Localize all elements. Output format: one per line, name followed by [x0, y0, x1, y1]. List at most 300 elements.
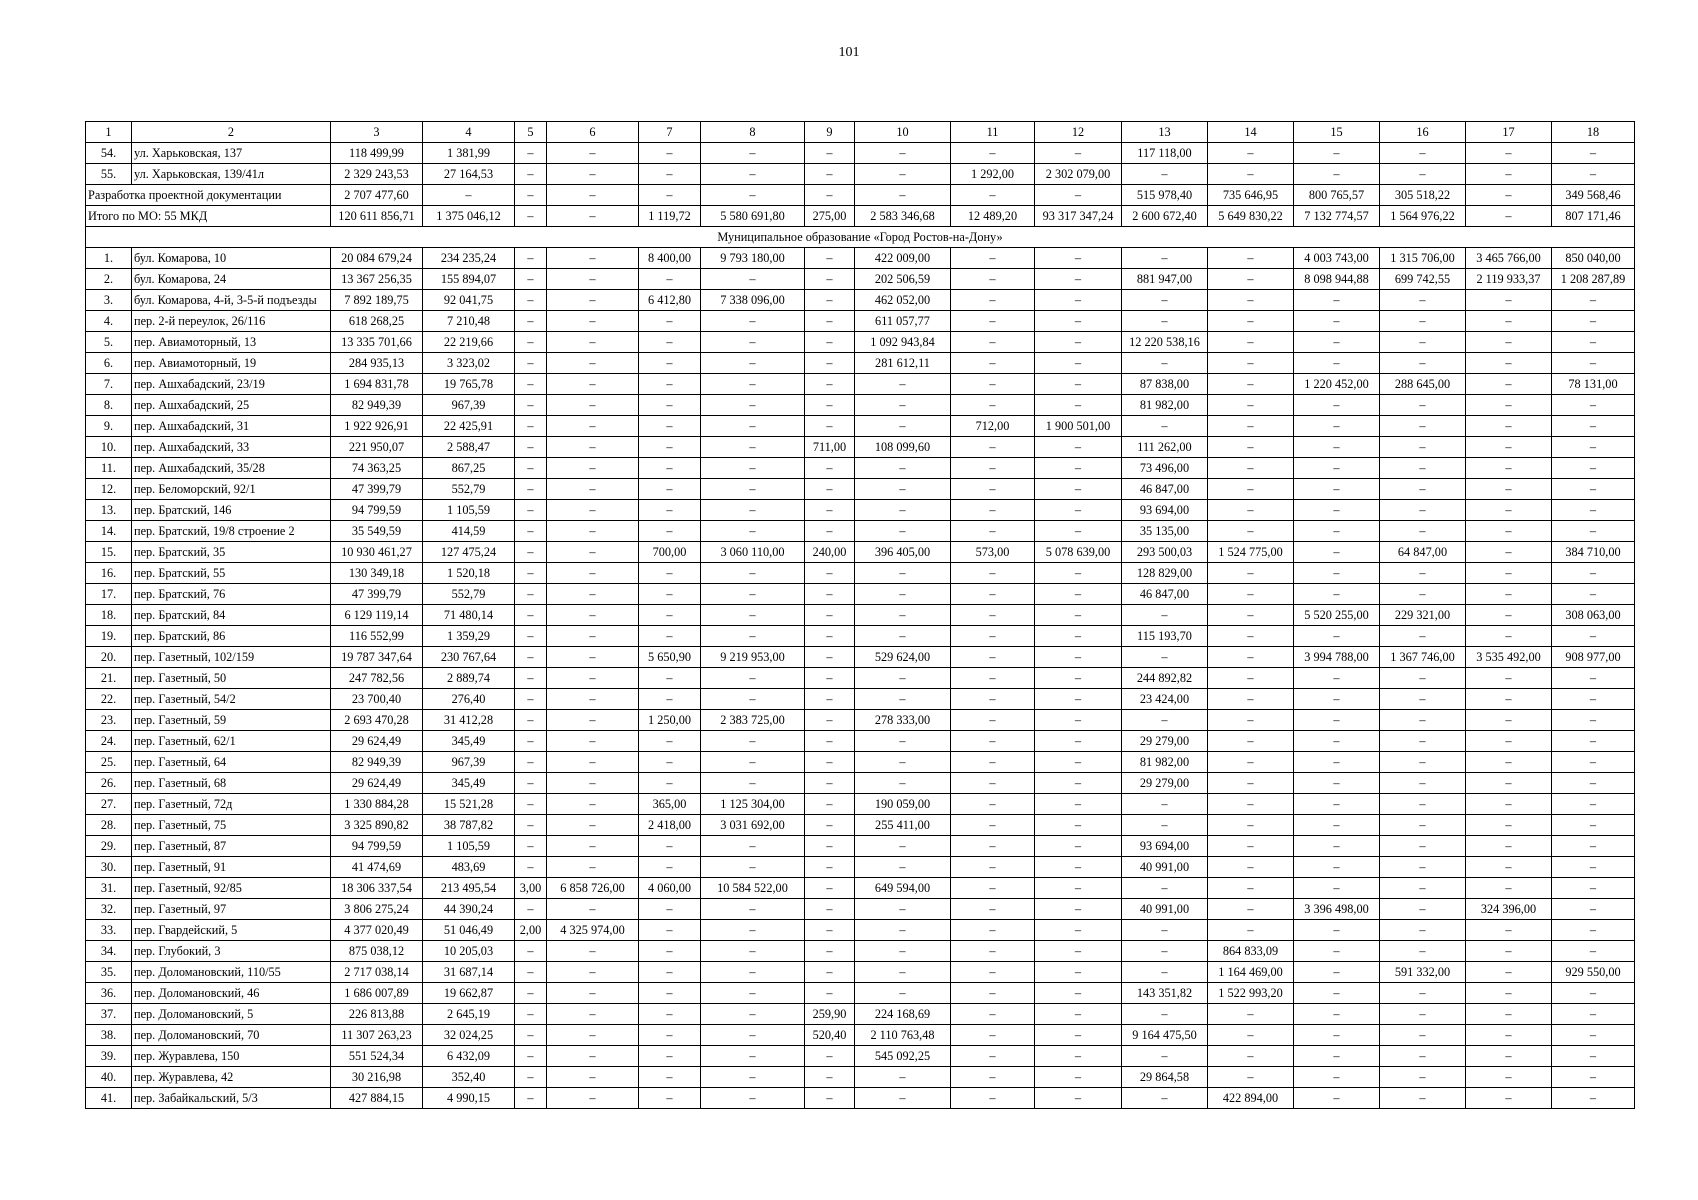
amount-cell: 38 787,82	[423, 815, 515, 836]
address-cell: пер. Беломорский, 92/1	[132, 479, 331, 500]
amount-cell: –	[639, 269, 701, 290]
amount-cell: –	[547, 857, 639, 878]
address-cell: бул. Комарова, 10	[132, 248, 331, 269]
address-cell: ул. Харьковская, 137	[132, 143, 331, 164]
table-row	[86, 773, 1635, 794]
address-cell: пер. Газетный, 62/1	[132, 731, 331, 752]
amount-cell: –	[805, 626, 855, 647]
amount-cell: –	[639, 437, 701, 458]
amount-cell: –	[1466, 878, 1552, 899]
amount-cell: 545 092,25	[855, 1046, 951, 1067]
table-row	[86, 941, 1635, 962]
amount-cell: –	[701, 479, 805, 500]
amount-cell: –	[1294, 836, 1380, 857]
amount-cell: –	[1294, 857, 1380, 878]
amount-cell: –	[701, 689, 805, 710]
amount-cell: –	[1466, 500, 1552, 521]
amount-cell: –	[1122, 647, 1208, 668]
amount-cell: –	[701, 458, 805, 479]
amount-cell: –	[515, 710, 547, 731]
amount-cell: 3 031 692,00	[701, 815, 805, 836]
amount-cell: –	[855, 773, 951, 794]
amount-cell: 1 522 993,20	[1208, 983, 1294, 1004]
amount-cell: –	[1035, 521, 1122, 542]
amount-cell: –	[1380, 290, 1466, 311]
amount-cell: –	[1380, 1067, 1466, 1088]
amount-cell: –	[515, 983, 547, 1004]
amount-cell: 967,39	[423, 395, 515, 416]
amount-cell: 117 118,00	[1122, 143, 1208, 164]
amount-cell: –	[855, 479, 951, 500]
amount-cell: –	[805, 1088, 855, 1109]
amount-cell: –	[1294, 920, 1380, 941]
amount-cell: –	[1208, 395, 1294, 416]
amount-cell: –	[1466, 332, 1552, 353]
amount-cell: 244 892,82	[1122, 668, 1208, 689]
address-cell: пер. Глубокий, 3	[132, 941, 331, 962]
amount-cell: 78 131,00	[1552, 374, 1635, 395]
amount-cell: 7 338 096,00	[701, 290, 805, 311]
amount-cell: 22 219,66	[423, 332, 515, 353]
amount-cell: –	[1294, 164, 1380, 185]
amount-cell: –	[805, 374, 855, 395]
address-cell: пер. Ашхабадский, 33	[132, 437, 331, 458]
amount-cell: –	[1380, 773, 1466, 794]
row-number-cell: 34.	[86, 941, 132, 962]
table-row	[86, 563, 1635, 584]
amount-cell: 1 900 501,00	[1035, 416, 1122, 437]
row-number-cell: 40.	[86, 1067, 132, 1088]
amount-cell: –	[701, 395, 805, 416]
table-row	[86, 836, 1635, 857]
column-number-header-row	[86, 122, 1635, 143]
amount-cell: –	[547, 269, 639, 290]
amount-cell: 47 399,79	[331, 479, 423, 500]
summary-cell: 800 765,57	[1294, 185, 1380, 206]
amount-cell: –	[951, 857, 1035, 878]
amount-cell: –	[951, 794, 1035, 815]
column-number-header: 16	[1380, 122, 1466, 143]
address-cell: пер. Братский, 19/8 строение 2	[132, 521, 331, 542]
amount-cell: –	[1294, 983, 1380, 1004]
amount-cell: 2 588,47	[423, 437, 515, 458]
amount-cell: 345,49	[423, 731, 515, 752]
summary-cell: 2 707 477,60	[331, 185, 423, 206]
amount-cell: –	[1466, 605, 1552, 626]
table-row	[86, 710, 1635, 731]
amount-cell: –	[1466, 941, 1552, 962]
row-number-cell: 38.	[86, 1025, 132, 1046]
amount-cell: 127 475,24	[423, 542, 515, 563]
row-number-cell: 8.	[86, 395, 132, 416]
table-row	[86, 521, 1635, 542]
summary-label: Итого по МО: 55 МКД	[86, 206, 331, 227]
amount-cell: 27 164,53	[423, 164, 515, 185]
amount-cell: –	[855, 920, 951, 941]
amount-cell: –	[1380, 1025, 1466, 1046]
amount-cell: –	[1208, 290, 1294, 311]
amount-cell: –	[639, 605, 701, 626]
amount-cell: –	[701, 857, 805, 878]
amount-cell: –	[951, 1088, 1035, 1109]
amount-cell: –	[1035, 836, 1122, 857]
amount-cell: –	[855, 857, 951, 878]
amount-cell: 94 799,59	[331, 836, 423, 857]
amount-cell: –	[639, 1025, 701, 1046]
amount-cell: –	[1122, 311, 1208, 332]
row-number-cell: 12.	[86, 479, 132, 500]
amount-cell: 867,25	[423, 458, 515, 479]
municipality-section-title: Муниципальное образование «Город Ростов-на-Дону»	[86, 227, 1635, 248]
amount-cell: 13 335 701,66	[331, 332, 423, 353]
amount-cell: 618 268,25	[331, 311, 423, 332]
amount-cell: –	[1035, 710, 1122, 731]
amount-cell: –	[547, 164, 639, 185]
amount-cell: –	[951, 395, 1035, 416]
summary-cell: 1 564 976,22	[1380, 206, 1466, 227]
amount-cell: 40 991,00	[1122, 899, 1208, 920]
address-cell: пер. Газетный, 75	[132, 815, 331, 836]
amount-cell: –	[515, 563, 547, 584]
address-cell: пер. Братский, 76	[132, 584, 331, 605]
amount-cell: 2 119 933,37	[1466, 269, 1552, 290]
amount-cell: 462 052,00	[855, 290, 951, 311]
amount-cell: –	[639, 164, 701, 185]
column-number-header: 7	[639, 122, 701, 143]
amount-cell: 881 947,00	[1122, 269, 1208, 290]
amount-cell: –	[1208, 521, 1294, 542]
row-number-cell: 6.	[86, 353, 132, 374]
amount-cell: 552,79	[423, 479, 515, 500]
amount-cell: –	[1035, 773, 1122, 794]
row-number-cell: 19.	[86, 626, 132, 647]
amount-cell: –	[1380, 143, 1466, 164]
amount-cell: –	[1466, 521, 1552, 542]
amount-cell: 427 884,15	[331, 1088, 423, 1109]
address-cell: пер. Журавлева, 42	[132, 1067, 331, 1088]
amount-cell: –	[515, 248, 547, 269]
amount-cell: –	[1035, 269, 1122, 290]
amount-cell: –	[1294, 1067, 1380, 1088]
amount-cell: –	[547, 626, 639, 647]
amount-cell: 5 520 255,00	[1294, 605, 1380, 626]
amount-cell: –	[639, 899, 701, 920]
municipality-section-row	[86, 227, 1635, 248]
amount-cell: –	[639, 983, 701, 1004]
amount-cell: –	[639, 1046, 701, 1067]
amount-cell: –	[951, 626, 1035, 647]
amount-cell: 700,00	[639, 542, 701, 563]
amount-cell: –	[1208, 836, 1294, 857]
amount-cell: –	[1294, 710, 1380, 731]
amount-cell: 1 164 469,00	[1208, 962, 1294, 983]
amount-cell: –	[1380, 332, 1466, 353]
amount-cell: –	[951, 353, 1035, 374]
amount-cell: 5 650,90	[639, 647, 701, 668]
amount-cell: 9 164 475,50	[1122, 1025, 1208, 1046]
amount-cell: –	[805, 983, 855, 1004]
amount-cell: –	[1035, 731, 1122, 752]
amount-cell: 234 235,24	[423, 248, 515, 269]
table-row	[86, 395, 1635, 416]
amount-cell: 19 787 347,64	[331, 647, 423, 668]
amount-cell: –	[515, 899, 547, 920]
amount-cell: –	[701, 731, 805, 752]
amount-cell: –	[1294, 437, 1380, 458]
amount-cell: 4 377 020,49	[331, 920, 423, 941]
amount-cell: –	[639, 773, 701, 794]
amount-cell: –	[1552, 1088, 1635, 1109]
amount-cell: 81 982,00	[1122, 752, 1208, 773]
amount-cell: –	[1035, 311, 1122, 332]
amount-cell: 12 220 538,16	[1122, 332, 1208, 353]
amount-cell: –	[701, 1067, 805, 1088]
amount-cell: –	[639, 752, 701, 773]
amount-cell: –	[1208, 899, 1294, 920]
amount-cell: –	[1466, 458, 1552, 479]
column-number-header: 13	[1122, 122, 1208, 143]
amount-cell: –	[1552, 479, 1635, 500]
amount-cell: –	[1552, 899, 1635, 920]
amount-cell: –	[1466, 353, 1552, 374]
table-row	[86, 1046, 1635, 1067]
amount-cell: 29 624,49	[331, 773, 423, 794]
amount-cell: 15 521,28	[423, 794, 515, 815]
address-cell: пер. 2-й переулок, 26/116	[132, 311, 331, 332]
amount-cell: –	[1552, 143, 1635, 164]
table-row	[86, 878, 1635, 899]
amount-cell: –	[855, 731, 951, 752]
summary-cell: –	[1466, 206, 1552, 227]
amount-cell: 247 782,56	[331, 668, 423, 689]
amount-cell: –	[805, 647, 855, 668]
amount-cell: 8 400,00	[639, 248, 701, 269]
amount-cell: –	[1035, 794, 1122, 815]
amount-cell: –	[1208, 626, 1294, 647]
amount-cell: –	[1466, 836, 1552, 857]
row-number-cell: 15.	[86, 542, 132, 563]
amount-cell: –	[547, 899, 639, 920]
amount-cell: 529 624,00	[855, 647, 951, 668]
amount-cell: 23 424,00	[1122, 689, 1208, 710]
amount-cell: 255 411,00	[855, 815, 951, 836]
amount-cell: –	[515, 1025, 547, 1046]
amount-cell: –	[951, 752, 1035, 773]
amount-cell: 3 465 766,00	[1466, 248, 1552, 269]
amount-cell: –	[951, 584, 1035, 605]
amount-cell: –	[1466, 752, 1552, 773]
address-cell: пер. Гвардейский, 5	[132, 920, 331, 941]
amount-cell: 711,00	[805, 437, 855, 458]
amount-cell: –	[1208, 689, 1294, 710]
amount-cell: –	[1466, 1067, 1552, 1088]
amount-cell: 30 216,98	[331, 1067, 423, 1088]
column-number-header: 5	[515, 122, 547, 143]
amount-cell: –	[515, 815, 547, 836]
amount-cell: –	[515, 605, 547, 626]
amount-cell: 1 922 926,91	[331, 416, 423, 437]
address-cell: пер. Доломановский, 70	[132, 1025, 331, 1046]
amount-cell: –	[1294, 584, 1380, 605]
amount-cell: 1 367 746,00	[1380, 647, 1466, 668]
amount-cell: –	[1552, 584, 1635, 605]
amount-cell: –	[951, 731, 1035, 752]
amount-cell: –	[805, 164, 855, 185]
amount-cell: –	[805, 479, 855, 500]
amount-cell: 41 474,69	[331, 857, 423, 878]
amount-cell: –	[1035, 458, 1122, 479]
amount-cell: –	[639, 521, 701, 542]
amount-cell: 1 092 943,84	[855, 332, 951, 353]
column-number-header: 6	[547, 122, 639, 143]
amount-cell: 32 024,25	[423, 1025, 515, 1046]
amount-cell: –	[951, 815, 1035, 836]
amount-cell: 10 930 461,27	[331, 542, 423, 563]
amount-cell: –	[805, 689, 855, 710]
amount-cell: 2 329 243,53	[331, 164, 423, 185]
amount-cell: 31 687,14	[423, 962, 515, 983]
amount-cell: –	[1035, 941, 1122, 962]
amount-cell: 143 351,82	[1122, 983, 1208, 1004]
amount-cell: –	[1294, 458, 1380, 479]
amount-cell: –	[951, 269, 1035, 290]
amount-cell: 365,00	[639, 794, 701, 815]
address-cell: пер. Ашхабадский, 25	[132, 395, 331, 416]
amount-cell: 6 412,80	[639, 290, 701, 311]
summary-cell: 7 132 774,57	[1294, 206, 1380, 227]
amount-cell: –	[951, 1067, 1035, 1088]
amount-cell: –	[805, 521, 855, 542]
amount-cell: –	[639, 143, 701, 164]
amount-cell: –	[639, 479, 701, 500]
amount-cell: –	[515, 773, 547, 794]
amount-cell: –	[1035, 332, 1122, 353]
amount-cell: –	[805, 857, 855, 878]
amount-cell: –	[1552, 920, 1635, 941]
amount-cell: –	[1466, 815, 1552, 836]
amount-cell: 82 949,39	[331, 395, 423, 416]
table-row	[86, 752, 1635, 773]
amount-cell: 9 793 180,00	[701, 248, 805, 269]
amount-cell: –	[515, 164, 547, 185]
amount-cell: –	[805, 290, 855, 311]
amount-cell: 3 060 110,00	[701, 542, 805, 563]
amount-cell: –	[547, 500, 639, 521]
address-cell: пер. Братский, 146	[132, 500, 331, 521]
amount-cell: –	[951, 437, 1035, 458]
amount-cell: –	[639, 395, 701, 416]
row-number-cell: 3.	[86, 290, 132, 311]
amount-cell: 13 367 256,35	[331, 269, 423, 290]
amount-cell: 74 363,25	[331, 458, 423, 479]
amount-cell: –	[1466, 311, 1552, 332]
row-number-cell: 29.	[86, 836, 132, 857]
amount-cell: 213 495,54	[423, 878, 515, 899]
amount-cell: –	[515, 479, 547, 500]
amount-cell: –	[1208, 248, 1294, 269]
amount-cell: 29 624,49	[331, 731, 423, 752]
amount-cell: 2 717 038,14	[331, 962, 423, 983]
address-cell: пер. Ашхабадский, 31	[132, 416, 331, 437]
table-row	[86, 542, 1635, 563]
column-number-header: 15	[1294, 122, 1380, 143]
amount-cell: –	[1294, 521, 1380, 542]
amount-cell: –	[1294, 815, 1380, 836]
amount-cell: 4 060,00	[639, 878, 701, 899]
amount-cell: –	[701, 1004, 805, 1025]
amount-cell: –	[547, 1046, 639, 1067]
amount-cell: –	[1466, 920, 1552, 941]
amount-cell: –	[547, 941, 639, 962]
amount-cell: –	[639, 941, 701, 962]
amount-cell: –	[805, 794, 855, 815]
amount-cell: –	[855, 164, 951, 185]
amount-cell: –	[1035, 353, 1122, 374]
address-cell: пер. Братский, 86	[132, 626, 331, 647]
amount-cell: –	[1466, 143, 1552, 164]
amount-cell: –	[1466, 710, 1552, 731]
table-row	[86, 983, 1635, 1004]
amount-cell: –	[1294, 1025, 1380, 1046]
amount-cell: –	[1122, 1088, 1208, 1109]
amount-cell: 202 506,59	[855, 269, 951, 290]
summary-label: Разработка проектной документации	[86, 185, 331, 206]
amount-cell: –	[1208, 584, 1294, 605]
amount-cell: –	[547, 311, 639, 332]
table-row	[86, 731, 1635, 752]
amount-cell: –	[951, 962, 1035, 983]
amount-cell: –	[1122, 164, 1208, 185]
amount-cell: –	[1294, 290, 1380, 311]
amount-cell: 6 129 119,14	[331, 605, 423, 626]
amount-cell: –	[1208, 773, 1294, 794]
amount-cell: –	[1035, 605, 1122, 626]
amount-cell: –	[855, 584, 951, 605]
amount-cell: –	[951, 311, 1035, 332]
amount-cell: –	[1380, 437, 1466, 458]
page-number: 101	[838, 45, 860, 60]
amount-cell: –	[1466, 794, 1552, 815]
amount-cell: 1 330 884,28	[331, 794, 423, 815]
address-cell: пер. Газетный, 59	[132, 710, 331, 731]
table-row	[86, 626, 1635, 647]
row-number-cell: 33.	[86, 920, 132, 941]
amount-cell: 2 693 470,28	[331, 710, 423, 731]
amount-cell: –	[1035, 374, 1122, 395]
amount-cell: –	[855, 605, 951, 626]
amount-cell: 308 063,00	[1552, 605, 1635, 626]
summary-cell: –	[547, 206, 639, 227]
amount-cell: –	[701, 773, 805, 794]
amount-cell: –	[1208, 164, 1294, 185]
amount-cell: –	[701, 269, 805, 290]
amount-cell: 967,39	[423, 752, 515, 773]
summary-cell: –	[951, 185, 1035, 206]
amount-cell: 414,59	[423, 521, 515, 542]
amount-cell: –	[805, 668, 855, 689]
amount-cell: 875 038,12	[331, 941, 423, 962]
amount-cell: –	[805, 731, 855, 752]
amount-cell: –	[1294, 794, 1380, 815]
amount-cell: –	[951, 878, 1035, 899]
amount-cell: –	[1294, 668, 1380, 689]
summary-cell: 275,00	[805, 206, 855, 227]
amount-cell: –	[1380, 1046, 1466, 1067]
amount-cell: –	[1294, 752, 1380, 773]
amount-cell: –	[951, 563, 1035, 584]
amount-cell: –	[1552, 416, 1635, 437]
amount-cell: –	[1208, 143, 1294, 164]
